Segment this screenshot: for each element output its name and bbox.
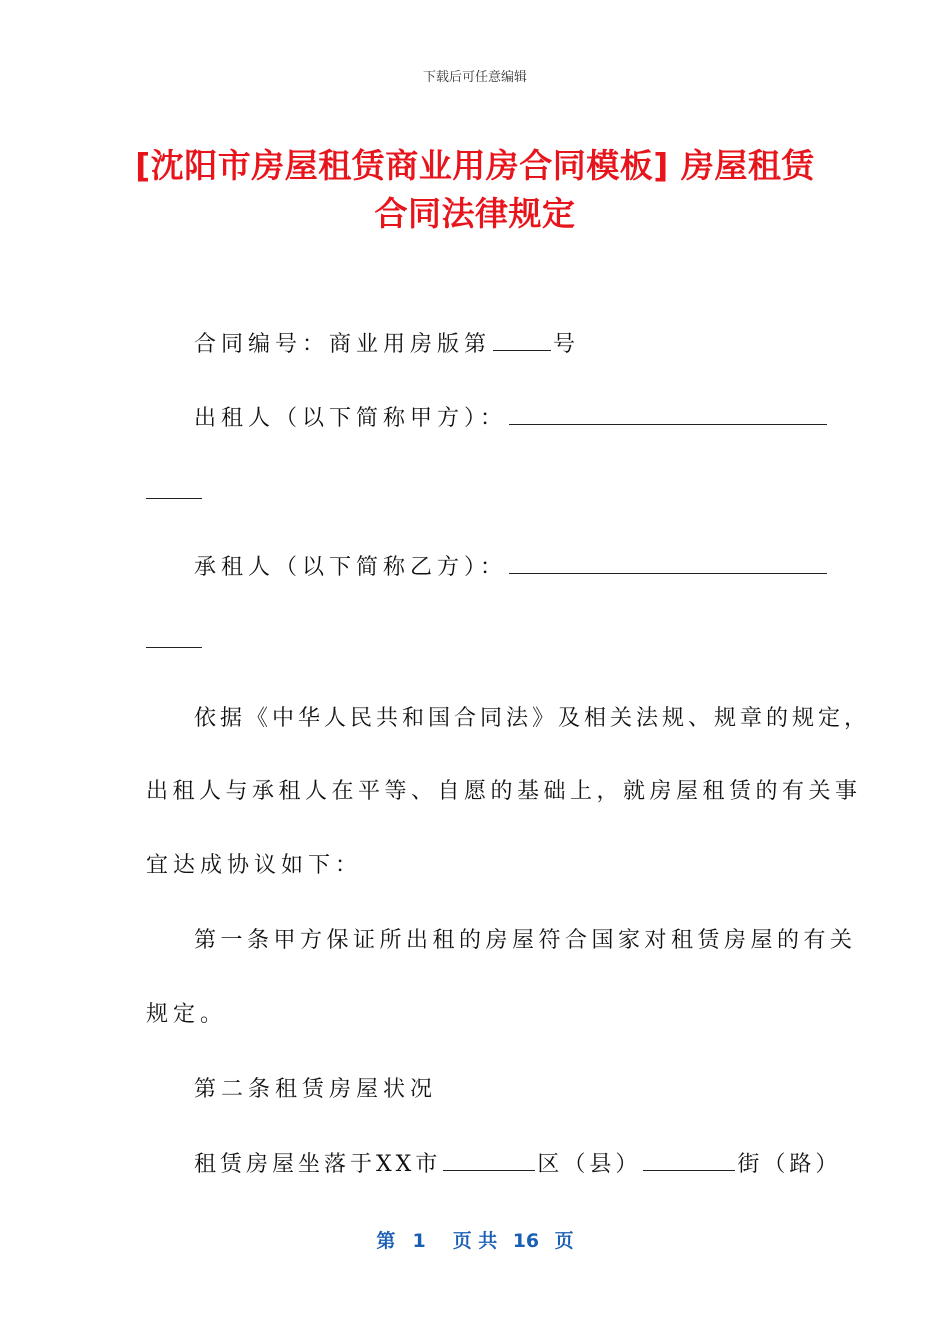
district-blank: [443, 1150, 535, 1171]
lessee-blank-continued: [146, 627, 202, 648]
footer-total-pages: 16: [512, 1230, 540, 1252]
location-district-label: 区（县）: [537, 1152, 642, 1177]
lessee-line: [194, 553, 829, 583]
article-1-line-1: 第一条甲方保证所出租的房屋符合国家对租赁房屋的有关: [194, 928, 857, 953]
basis-line-1: 依据《中华人民共和国合同法》及相关法规、规章的规定，: [194, 706, 871, 731]
contract-number-label: 合同编号：商业用房版第: [194, 332, 492, 357]
lessor-blank-continued-line: [146, 478, 202, 508]
street-blank: [643, 1150, 735, 1171]
lessee-label: 承租人（以下简称乙方）：: [194, 555, 508, 580]
lessee-blank: [509, 553, 827, 574]
document-title: [沈阳市房屋租赁商业用房合同模板] 房屋租赁合同法律规定: [135, 146, 815, 233]
footer-page-number: 1: [412, 1230, 426, 1252]
page-footer: [0, 1226, 950, 1253]
basis-line-3: 宜达成协议如下：: [146, 853, 363, 878]
lessor-label: 出租人（以下简称甲方）：: [194, 406, 508, 431]
article-1-line-2: 规定。: [146, 1002, 228, 1027]
page-header: 下载后可任意编辑: [422, 70, 527, 85]
article-2-heading: 第二条租赁房屋状况: [194, 1077, 438, 1102]
location-street-label: 街（路）: [737, 1152, 842, 1177]
contract-number-blank: [493, 330, 551, 351]
contract-number-line: [194, 330, 580, 360]
location-line: [194, 1150, 841, 1180]
footer-page-label: 第: [376, 1230, 396, 1252]
footer-page-of: 页 共: [452, 1230, 498, 1252]
lessor-blank: [509, 404, 827, 425]
contract-number-suffix: 号: [553, 332, 581, 357]
location-city-label: 租赁房屋坐落于XX市: [194, 1152, 442, 1177]
lessor-blank-continued: [146, 478, 202, 499]
footer-page-suffix: 页: [554, 1230, 574, 1252]
lessor-line: [194, 404, 829, 434]
lessee-blank-continued-line: [146, 627, 202, 657]
basis-line-2: 出租人与承租人在平等、自愿的基础上，就房屋租赁的有关事: [146, 779, 862, 804]
